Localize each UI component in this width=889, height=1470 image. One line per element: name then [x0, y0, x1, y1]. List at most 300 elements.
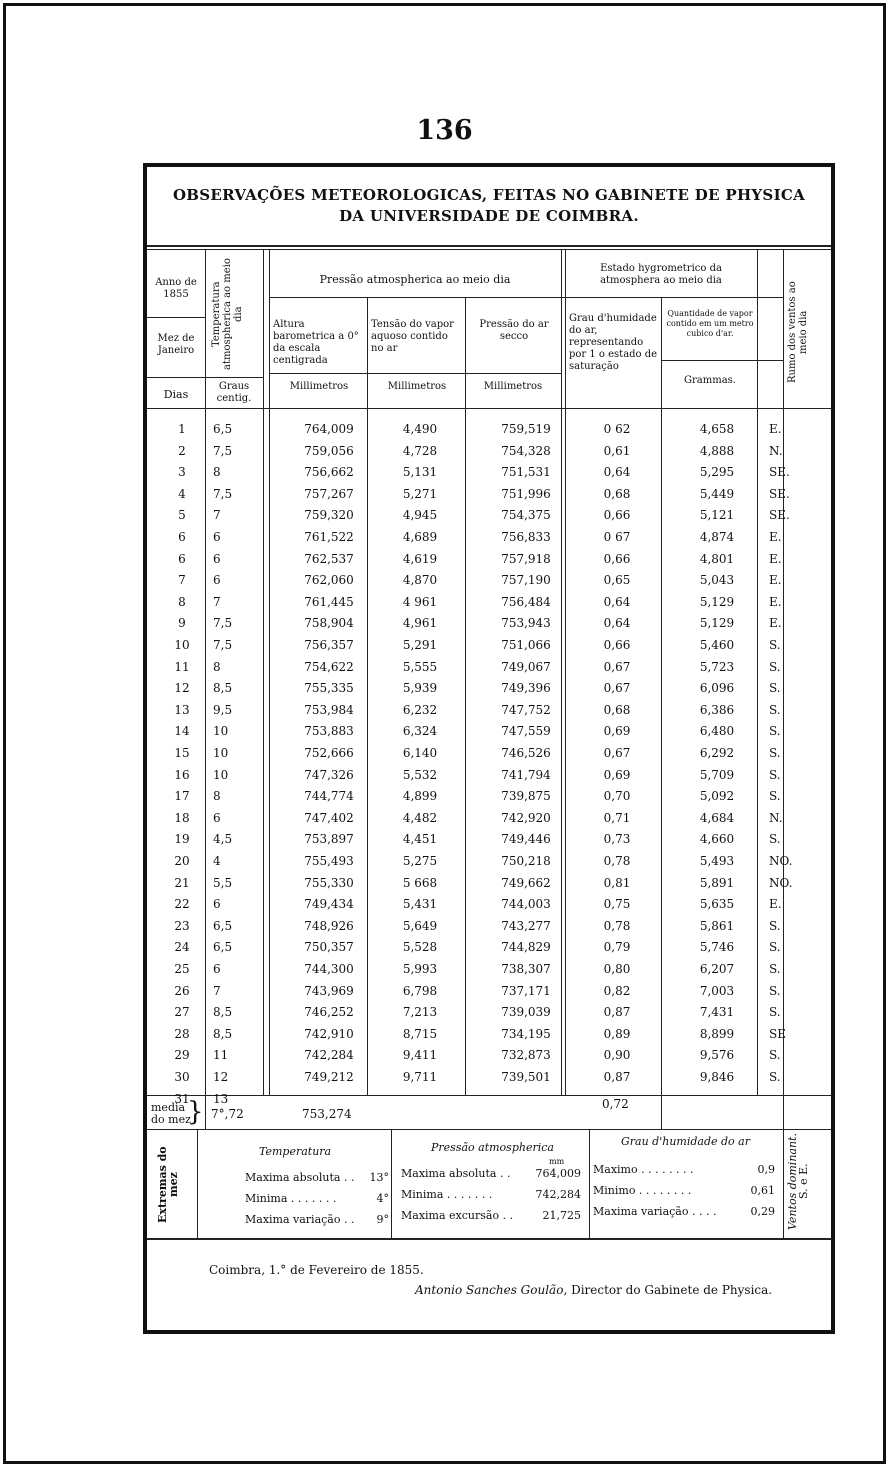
quantidade-cell: 4,888 — [699, 443, 735, 458]
table-row — [147, 462, 831, 484]
extreme-value: 0,29 — [750, 1205, 775, 1218]
table-row — [147, 851, 831, 873]
day-cell: 28 — [174, 1026, 190, 1041]
secco-cell: 741,794 — [501, 767, 551, 782]
vento-cell: S. — [769, 681, 781, 696]
header-top-rule-2 — [147, 249, 831, 250]
quantidade-cell: 6,480 — [699, 724, 735, 739]
ext-pressao-title-text: Pressão atmospherica — [431, 1141, 554, 1154]
quantidade-cell: 5,723 — [699, 659, 735, 674]
altura-cell: 747,402 — [304, 810, 354, 825]
header-mm-3: Millimetros — [483, 381, 543, 392]
temp-cell: 6 — [213, 962, 221, 976]
vento-cell: S. — [769, 832, 781, 847]
temp-cell: 7 — [213, 983, 221, 998]
header-mm-2: Millimetros — [387, 381, 447, 392]
pressao-subrule — [269, 297, 561, 298]
header-anno: Anno de 1855 — [155, 277, 197, 300]
day-cell: 8 — [178, 594, 186, 609]
vento-cell: S. — [769, 746, 781, 760]
tensao-cell: 4,689 — [402, 530, 438, 544]
ventos-label: Ventos dominant. — [786, 1133, 799, 1230]
extreme-label: Maxima variação . . — [245, 1213, 355, 1226]
media-grau: 0,72 — [602, 1097, 629, 1111]
tensao-cell: 9,411 — [402, 1048, 438, 1063]
altura-cell: 742,284 — [304, 1048, 354, 1063]
header-quantidade: Quantidade de vapor contido em um metro cubico d'ar. — [666, 309, 754, 338]
extreme-line — [593, 1205, 775, 1218]
extreme-value: 742,284 — [535, 1188, 581, 1201]
header-graus: Graus centig. — [216, 381, 252, 404]
media-bottom-rule — [147, 1129, 831, 1130]
vento-cell: SE. — [769, 508, 790, 523]
tensao-cell: 4,619 — [402, 551, 438, 566]
ext-hum-title-text: Grau d'humidade do ar — [621, 1135, 750, 1148]
table-row — [147, 808, 831, 830]
temp-cell: 8,5 — [213, 1005, 233, 1020]
extreme-value: 0,61 — [750, 1184, 775, 1197]
grau-cell: 0,82 — [603, 983, 631, 998]
grau-cell: 0,69 — [603, 724, 631, 739]
vento-cell: E. — [769, 551, 782, 566]
vento-cell: S. — [769, 767, 781, 782]
grau-cell: 0,79 — [603, 940, 631, 955]
altura-cell: 757,267 — [304, 486, 354, 501]
secco-cell: 756,833 — [501, 530, 551, 544]
grau-cell: 0,69 — [603, 767, 631, 782]
temp-cell: 6 — [213, 551, 221, 566]
secco-cell: 749,396 — [501, 681, 551, 696]
table-row — [147, 937, 831, 959]
table-row — [147, 678, 831, 700]
grau-cell: 0,66 — [603, 638, 631, 652]
altura-cell: 753,897 — [304, 832, 354, 847]
secco-cell: 744,003 — [501, 897, 551, 912]
tensao-cell: 5,649 — [402, 918, 438, 933]
quantidade-cell: 6,207 — [699, 962, 735, 976]
quantidade-cell: 5,449 — [699, 486, 735, 501]
grau-cell: 0,80 — [603, 962, 631, 976]
table-row — [147, 743, 831, 765]
altura-cell: 755,330 — [304, 875, 354, 890]
ext-rule-0 — [197, 1129, 198, 1238]
day-cell: 3 — [178, 465, 186, 480]
grau-cell: 0,68 — [603, 486, 631, 501]
tensao-cell: 4,490 — [402, 422, 438, 436]
tensao-cell: 6,140 — [402, 746, 438, 760]
grau-cell: 0,64 — [603, 616, 631, 631]
table-row — [147, 592, 831, 614]
title-line-1: OBSERVAÇÕES METEOROLOGICAS, FEITAS NO GABINETE DE PHYSICA — [172, 186, 806, 204]
tensao-cell: 5,291 — [402, 638, 438, 652]
header-estado: Estado hygrometrico da atmosphera ao meio dia — [600, 263, 722, 286]
grau-cell: 0,68 — [603, 702, 631, 717]
grau-cell: 0 67 — [603, 530, 631, 544]
altura-cell: 743,969 — [304, 983, 354, 998]
temp-cell: 7,5 — [213, 443, 233, 458]
quantidade-cell: 6,096 — [699, 681, 735, 696]
temp-cell: 11 — [213, 1048, 229, 1063]
grau-cell: 0,66 — [603, 551, 631, 566]
temp-cell: 7,5 — [213, 616, 233, 631]
extreme-line — [593, 1184, 775, 1197]
vento-cell: E. — [769, 573, 782, 588]
tensao-cell: 5,271 — [402, 486, 438, 501]
day-cell: 21 — [174, 875, 190, 890]
quantidade-cell: 5,861 — [699, 918, 735, 933]
table-row — [147, 1002, 831, 1024]
vento-cell: E. — [769, 422, 782, 436]
table-row — [147, 981, 831, 1003]
vento-cell: N. — [769, 443, 783, 458]
secco-cell: 754,328 — [501, 443, 551, 458]
vento-cell: S. — [769, 659, 781, 674]
quantidade-cell: 7,003 — [699, 983, 735, 998]
temp-cell: 7,5 — [213, 486, 233, 501]
altura-cell: 756,357 — [304, 638, 354, 652]
tensao-cell: 5,555 — [402, 659, 438, 674]
signature-role: , Director do Gabinete de Physica. — [563, 1283, 773, 1297]
grau-cell: 0,61 — [603, 443, 631, 458]
quantidade-cell: 5,129 — [699, 594, 735, 609]
grau-cell: 0,90 — [603, 1048, 631, 1063]
grau-cell: 0,65 — [603, 573, 631, 588]
altura-cell: 753,883 — [304, 724, 354, 739]
secco-cell: 756,484 — [501, 594, 551, 609]
header-grau-humidade: Grau d'humidade do ar, representando por 1 o estado de saturação — [569, 313, 658, 372]
day-cell: 26 — [174, 983, 190, 998]
tensao-cell: 6,798 — [402, 983, 438, 998]
table-row — [147, 1045, 831, 1067]
day-cell: 10 — [174, 638, 190, 652]
ext-rule-2 — [589, 1129, 590, 1238]
quantidade-cell: 9,576 — [699, 1048, 735, 1063]
table-row — [147, 873, 831, 895]
temp-cell: 7 — [213, 594, 221, 609]
day-cell: 9 — [178, 616, 186, 631]
secco-cell: 734,195 — [501, 1026, 551, 1041]
day-cell: 4 — [178, 486, 186, 501]
day-cell: 14 — [174, 724, 190, 739]
day-cell: 19 — [174, 832, 190, 847]
table-row — [147, 441, 831, 463]
grau-cell: 0,71 — [603, 810, 631, 825]
altura-cell: 759,056 — [304, 443, 354, 458]
quantidade-cell: 8,899 — [699, 1026, 735, 1041]
altura-cell: 762,537 — [304, 551, 354, 566]
anno-rule — [147, 317, 205, 318]
temp-cell: 10 — [213, 724, 229, 739]
header-temperatura: Temperatura atmospherica ao meio dia — [211, 258, 244, 371]
day-cell: 18 — [174, 810, 190, 825]
vento-cell: S. — [769, 918, 781, 933]
tensao-cell: 5 668 — [402, 875, 438, 890]
quantidade-cell: 7,431 — [699, 1005, 735, 1020]
temp-cell: 12 — [213, 1070, 229, 1084]
temp-cell: 6 — [213, 810, 221, 825]
tensao-cell: 5,532 — [402, 767, 438, 782]
extreme-label: Maxima variação . . . . — [593, 1205, 717, 1218]
table-row — [147, 786, 831, 808]
temp-cell: 6,5 — [213, 940, 233, 955]
day-cell: 11 — [174, 659, 190, 674]
mez-rule — [147, 377, 205, 378]
secco-cell: 757,190 — [501, 573, 551, 588]
media-temp: 7°,72 — [211, 1107, 244, 1121]
day-cell: 22 — [174, 897, 190, 912]
temp-cell: 6 — [213, 897, 221, 912]
secco-cell: 738,307 — [501, 962, 551, 976]
day-cell: 5 — [178, 508, 186, 523]
altura-cell: 758,904 — [304, 616, 354, 631]
quantidade-cell: 5,295 — [699, 465, 735, 480]
temp-cell: 8 — [213, 465, 221, 480]
observations-table-box — [143, 163, 835, 1334]
vento-cell: E. — [769, 530, 782, 544]
altura-cell: 761,522 — [304, 530, 354, 544]
table-title — [147, 185, 831, 227]
tensao-cell: 4,899 — [402, 789, 438, 804]
media-label — [151, 1102, 191, 1126]
quantidade-cell: 5,043 — [699, 573, 735, 588]
vento-cell: E. — [769, 594, 782, 609]
day-cell: 2 — [178, 443, 186, 458]
temp-cell: 8,5 — [213, 1026, 233, 1041]
day-cell: 30 — [174, 1070, 190, 1084]
grau-cell: 0,67 — [603, 746, 631, 760]
header-pressao: Pressão atmospherica ao meio dia — [319, 273, 511, 286]
vento-cell: S. — [769, 702, 781, 717]
table-row — [147, 613, 831, 635]
temp-cell: 6 — [213, 530, 221, 544]
header-mm-1: Millimetros — [289, 381, 349, 392]
vento-cell: S. — [769, 638, 781, 652]
quantidade-cell: 5,493 — [699, 854, 735, 868]
grau-cell: 0,64 — [603, 594, 631, 609]
table-row — [147, 505, 831, 527]
secco-cell: 739,039 — [501, 1005, 551, 1020]
header-bottom-rule — [147, 408, 831, 409]
vento-cell: S. — [769, 940, 781, 955]
extreme-label: Maxima excursão . . — [401, 1209, 514, 1222]
extreme-value: 13° — [369, 1171, 389, 1184]
grau-cell: 0,87 — [603, 1070, 631, 1084]
day-cell: 1 — [178, 422, 186, 436]
day-cell: 6 — [178, 551, 186, 566]
extreme-line — [245, 1213, 389, 1226]
ext-pressao-title — [431, 1141, 554, 1154]
vento-cell: S. — [769, 983, 781, 998]
day-cell: 31 — [174, 1091, 190, 1106]
footer-place-date: Coimbra, 1.° de Fevereiro de 1855. — [209, 1263, 424, 1277]
extremas-label: Extremas do mez — [156, 1146, 180, 1224]
secco-cell: 749,446 — [501, 832, 551, 847]
secco-cell: 732,873 — [501, 1048, 551, 1063]
page-number: 136 — [416, 115, 473, 146]
extreme-line — [401, 1167, 581, 1180]
vento-cell: S. — [769, 962, 781, 976]
secco-cell: 749,662 — [501, 875, 551, 890]
title-line-2: DA UNIVERSIDADE DE COIMBRA. — [339, 207, 639, 225]
header-tensao: Tensão do vapor aquoso contido no ar — [371, 319, 454, 354]
header-rumo: Rumo dos ventos ao meio dia — [787, 281, 809, 383]
media-brace: } — [187, 1097, 204, 1127]
grau-cell: 0,87 — [603, 1005, 631, 1020]
table-row — [147, 657, 831, 679]
day-cell: 6 — [178, 530, 186, 544]
secco-cell: 749,067 — [501, 659, 551, 674]
secco-cell: 747,559 — [501, 724, 551, 739]
signature-name: Antonio Sanches Goulão — [415, 1283, 564, 1297]
header-top-rule — [147, 245, 831, 247]
tensao-cell: 5,131 — [402, 465, 438, 480]
extreme-line — [401, 1188, 581, 1201]
table-row — [147, 635, 831, 657]
quantidade-cell: 5,635 — [699, 897, 735, 912]
temp-cell: 8 — [213, 789, 221, 804]
tensao-cell: 5,528 — [402, 940, 438, 955]
tensao-cell: 4,945 — [402, 508, 438, 523]
tensao-cell: 5,431 — [402, 897, 438, 912]
tensao-cell: 4,482 — [402, 810, 438, 825]
day-cell: 25 — [174, 962, 190, 976]
grau-cell: 0,73 — [603, 832, 631, 847]
quantidade-cell: 4,658 — [699, 422, 735, 436]
secco-cell: 753,943 — [501, 616, 551, 631]
quantidade-cell: 4,874 — [699, 530, 735, 544]
ext-pressao-unit: mm — [549, 1157, 565, 1166]
altura-cell: 755,493 — [304, 854, 354, 868]
header-mez: Mez de Janeiro — [157, 333, 195, 356]
table-row — [147, 829, 831, 851]
secco-cell: 739,875 — [501, 789, 551, 804]
media-altura: 753,274 — [302, 1107, 352, 1121]
ext-hum-title — [621, 1135, 750, 1148]
tensao-cell: 6,232 — [402, 702, 438, 717]
table-row — [147, 570, 831, 592]
grau-cell: 0,78 — [603, 918, 631, 933]
altura-cell: 749,212 — [304, 1070, 354, 1084]
grau-cell: 0 62 — [603, 422, 631, 436]
tensao-cell: 7,213 — [402, 1005, 438, 1020]
temp-cell: 5,5 — [213, 875, 233, 890]
vento-cell: SE. — [769, 465, 790, 480]
footer-signature — [415, 1283, 772, 1297]
tensao-cell: 4,728 — [402, 443, 438, 458]
temp-rule — [205, 377, 263, 378]
altura-cell: 756,662 — [304, 465, 354, 480]
table-row — [147, 894, 831, 916]
vento-cell: S. — [769, 1005, 781, 1020]
temp-cell: 4,5 — [213, 832, 233, 847]
tensao-cell: 4,961 — [402, 616, 438, 631]
grammas-rule — [661, 360, 783, 361]
secco-cell: 744,829 — [501, 940, 551, 955]
temp-cell: 4 — [213, 854, 221, 868]
mm-rule — [269, 373, 561, 374]
altura-cell: 744,300 — [304, 962, 354, 976]
table-row — [147, 916, 831, 938]
temp-cell: 6,5 — [213, 422, 233, 436]
quantidade-cell: 5,891 — [699, 875, 735, 890]
grau-cell: 0,66 — [603, 508, 631, 523]
vento-cell: S. — [769, 789, 781, 804]
altura-cell: 742,910 — [304, 1026, 354, 1041]
ext-temp-title — [259, 1145, 331, 1158]
header-grammas: Grammas. — [684, 375, 736, 386]
day-cell: 20 — [174, 854, 190, 868]
extreme-label: Minimo . . . . . . . . — [593, 1184, 692, 1197]
day-cell: 27 — [174, 1005, 190, 1020]
vento-cell: E. — [769, 897, 782, 912]
secco-cell: 750,218 — [501, 854, 551, 868]
day-cell: 23 — [174, 918, 190, 933]
grau-cell: 0,89 — [603, 1026, 631, 1041]
tensao-cell: 5,993 — [402, 962, 438, 976]
table-row — [147, 959, 831, 981]
altura-cell: 761,445 — [304, 594, 354, 609]
grau-cell: 0,70 — [603, 789, 631, 804]
secco-cell: 739,501 — [501, 1070, 551, 1084]
temp-cell: 8,5 — [213, 681, 233, 696]
altura-cell: 755,335 — [304, 681, 354, 696]
grau-cell: 0,75 — [603, 897, 631, 912]
tensao-cell: 4,451 — [402, 832, 438, 847]
secco-cell: 742,920 — [501, 810, 551, 825]
ext-temp-title-text: Temperatura — [259, 1145, 332, 1158]
ext-rule-1 — [391, 1129, 392, 1238]
table-row — [147, 1024, 831, 1046]
grau-cell: 0,67 — [603, 659, 631, 674]
vento-cell: NO. — [769, 854, 793, 868]
secco-cell: 743,277 — [501, 918, 551, 933]
tensao-cell: 4 961 — [402, 594, 438, 609]
altura-cell: 744,774 — [304, 789, 354, 804]
tensao-cell: 9,711 — [402, 1070, 438, 1084]
quantidade-cell: 5,746 — [699, 940, 735, 955]
altura-cell: 750,357 — [304, 940, 354, 955]
extreme-label: Minima . . . . . . . — [245, 1192, 337, 1205]
day-cell: 24 — [174, 940, 190, 955]
altura-cell: 754,622 — [304, 659, 354, 674]
day-cell: 15 — [174, 746, 190, 760]
vento-cell: S. — [769, 724, 781, 739]
table-row — [147, 419, 831, 441]
extreme-value: 764,009 — [535, 1167, 581, 1180]
table-row — [147, 700, 831, 722]
table-row — [147, 1089, 831, 1111]
altura-cell: 753,984 — [304, 702, 354, 717]
temp-cell: 7 — [213, 508, 221, 523]
quantidade-cell: 5,709 — [699, 767, 735, 782]
grau-cell: 0,64 — [603, 465, 631, 480]
extreme-label: Maxima absoluta . . — [401, 1167, 511, 1180]
quantidade-cell: 4,684 — [699, 810, 735, 825]
day-cell: 12 — [174, 681, 190, 696]
extremas-bottom-rule — [147, 1238, 831, 1240]
quantidade-cell: 4,801 — [699, 551, 735, 566]
quantidade-cell: 6,292 — [699, 746, 735, 760]
header-dias: Dias — [163, 388, 189, 401]
extreme-label: Maxima absoluta . . — [245, 1171, 355, 1184]
ventos-dominantes — [787, 1129, 827, 1234]
secco-cell: 751,066 — [501, 638, 551, 652]
media-label-2: do mez — [151, 1113, 191, 1126]
temp-cell: 6,5 — [213, 918, 233, 933]
day-cell: 17 — [174, 789, 190, 804]
tensao-cell: 4,870 — [402, 573, 438, 588]
table-row — [147, 1067, 831, 1089]
